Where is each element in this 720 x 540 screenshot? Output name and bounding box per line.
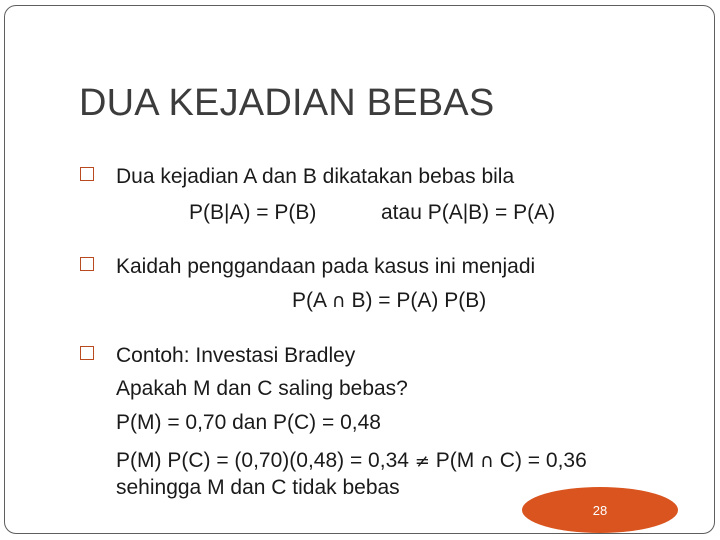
formula-part: C) = 0,36 xyxy=(493,449,587,472)
example-line: sehingga M dan C tidak bebas xyxy=(116,476,400,499)
bullet-1-text: Dua kejadian A dan B dikatakan bebas bila xyxy=(116,165,515,188)
bullet-2-text: Kaidah penggandaan pada kasus ini menjadi xyxy=(116,255,536,278)
slide-title: DUA KEJADIAN BEBAS xyxy=(79,82,495,124)
bullet-2-formula xyxy=(292,290,486,311)
bullet-3-text: Contoh: Investasi Bradley xyxy=(116,344,356,367)
bullet-1-formula-right: atau P(A|B) = P(A) xyxy=(381,201,556,224)
example-line xyxy=(116,450,587,471)
example-line: Apakah M dan C saling bebas? xyxy=(116,377,408,400)
bullet-marker xyxy=(80,346,94,360)
page-number-badge xyxy=(522,487,678,533)
formula-part: P(A xyxy=(292,289,332,312)
intersection-symbol: ∩ xyxy=(480,450,494,472)
formula-part: P(M) P(C) = (0,70)(0,48) = 0,34 xyxy=(116,449,415,472)
intersection-symbol: ∩ xyxy=(331,290,346,312)
example-line: P(M) = 0,70 dan P(C) = 0,48 xyxy=(116,411,381,434)
formula-part: P(M xyxy=(429,449,481,472)
bullet-1-formula-left: P(B|A) = P(B) xyxy=(189,201,317,224)
page-number: 28 xyxy=(592,503,608,518)
not-equal-symbol: ≠ xyxy=(414,451,430,472)
bullet-marker xyxy=(80,257,94,271)
formula-part: B) = P(A) P(B) xyxy=(345,289,487,312)
bullet-marker xyxy=(80,167,94,181)
